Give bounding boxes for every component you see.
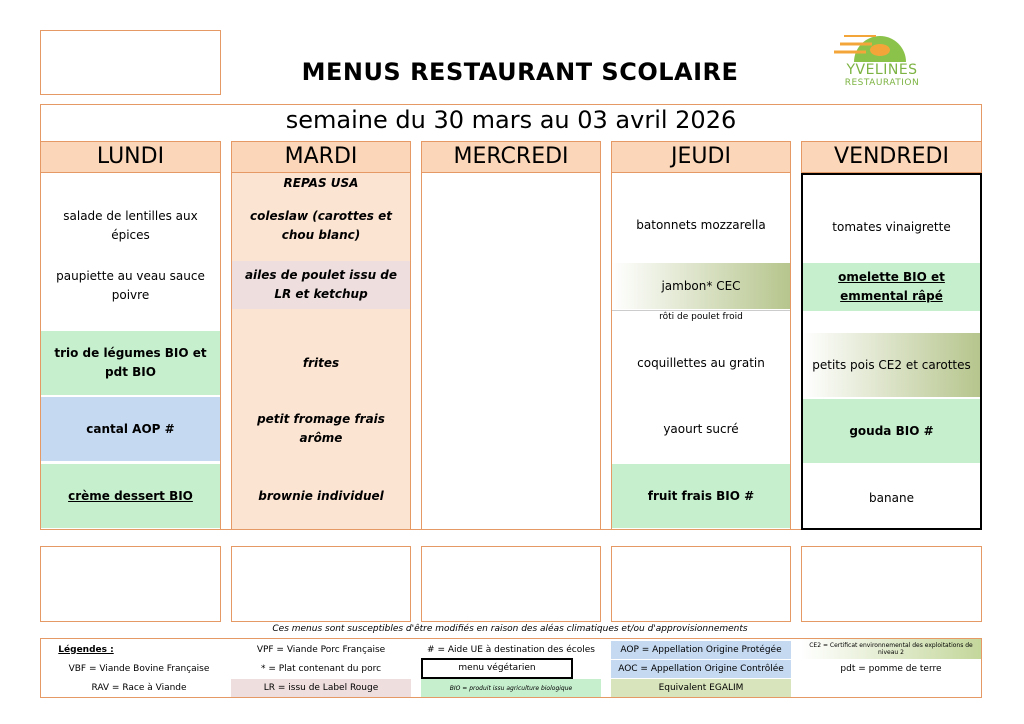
legend-vpf: VPF = Viande Porc Française [256,644,386,655]
day-column-mardi [231,173,411,530]
yvelines-restauration-logo [832,22,932,94]
menu-fromage: yaourt sucré [663,421,739,436]
menu-dessert: banane [869,490,914,505]
menu-accompagnement: frites [302,355,340,370]
theme-label: REPAS USA [283,175,359,190]
menu-fromage: petit fromage frais arôme [257,412,385,445]
menu-plat-alternative: rôti de poulet froid [612,310,790,324]
menu-entree: batonnets mozzarella [636,218,766,232]
day-header-mercredi: MERCREDI [421,141,601,173]
bottom-box-jeudi [611,546,791,622]
legend-porc: * = Plat contenant du porc [260,663,382,674]
day-column-jeudi [611,173,791,530]
logo-text-yvelines: YVELINES [846,62,918,78]
menu-entree: coleslaw (carottes et chou blanc) [250,208,392,242]
menu-entree: salade de lentilles aux épices [63,208,198,242]
legend-bio: BIO = produit issu agriculture biologique [421,679,601,697]
legend-aop: AOP = Appellation Origine Protégée [611,641,791,659]
logo-emblem-icon [832,22,932,66]
menu-accompagnement: trio de légumes BIO et pdt BIO [41,331,220,395]
top-left-box [40,30,221,95]
legend-aoc: AOC = Appellation Origine Contrôlée [611,660,791,678]
day-header-vendredi: VENDREDI [801,141,982,173]
menu-accompagnement: coquillettes au gratin [637,355,765,370]
disclaimer: Ces menus sont susceptibles d'être modifiés en raison des aléas climatiques et/ou d'approvisionnements [272,624,748,634]
day-column-vendredi [801,173,982,530]
legend-title: Légendes : [58,644,114,655]
legend-lr: LR = issu de Label Rouge [231,679,411,697]
menu-plat: omelette BIO et emmental râpé [803,263,980,311]
bottom-box-mardi [231,546,411,622]
legend-vbf: VBF = Viande Bovine Française [68,663,210,674]
menu-fromage: cantal AOP # [41,397,220,461]
day-header-mardi: MARDI [231,141,411,173]
legend-ce2: CE2 = Certificat environnemental des exploitations de niveau 2 [801,639,981,659]
legend [40,638,982,698]
legend-pdt: pdt = pomme de terre [840,663,942,674]
day-header-lundi: LUNDI [40,141,221,173]
day-column-mercredi [421,173,601,530]
menu-dessert: brownie individuel [258,488,384,503]
menu-dessert: fruit frais BIO # [612,464,790,528]
week-label: semaine du 30 mars au 03 avril 2026 [285,106,737,134]
bottom-box-mercredi [421,546,601,622]
menu-entree: tomates vinaigrette [832,220,951,234]
menu-plat: paupiette au veau sauce poivre [56,268,205,302]
legend-aide-ue: # = Aide UE à destination des écoles [427,644,595,655]
day-header-jeudi: JEUDI [611,141,791,173]
menu-plat: ailes de poulet issu de LR et ketchup [232,261,410,309]
page-title: MENUS RESTAURANT SCOLAIRE [301,58,739,86]
menu-plat: jambon* CEC [612,263,790,309]
legend-egalim: Equivalent EGALIM [611,679,791,697]
menu-dessert: crème dessert BIO [41,464,220,528]
menu-fromage: gouda BIO # [803,399,980,463]
logo-text-restauration: RESTAURATION [844,78,920,88]
legend-rav: RAV = Race à Viande [91,682,187,693]
day-column-lundi [40,173,221,530]
bottom-box-vendredi [801,546,982,622]
bottom-box-lundi [40,546,221,622]
legend-vegetarien: menu végétarien [421,658,573,679]
menu-accompagnement: petits pois CE2 et carottes [803,333,980,397]
